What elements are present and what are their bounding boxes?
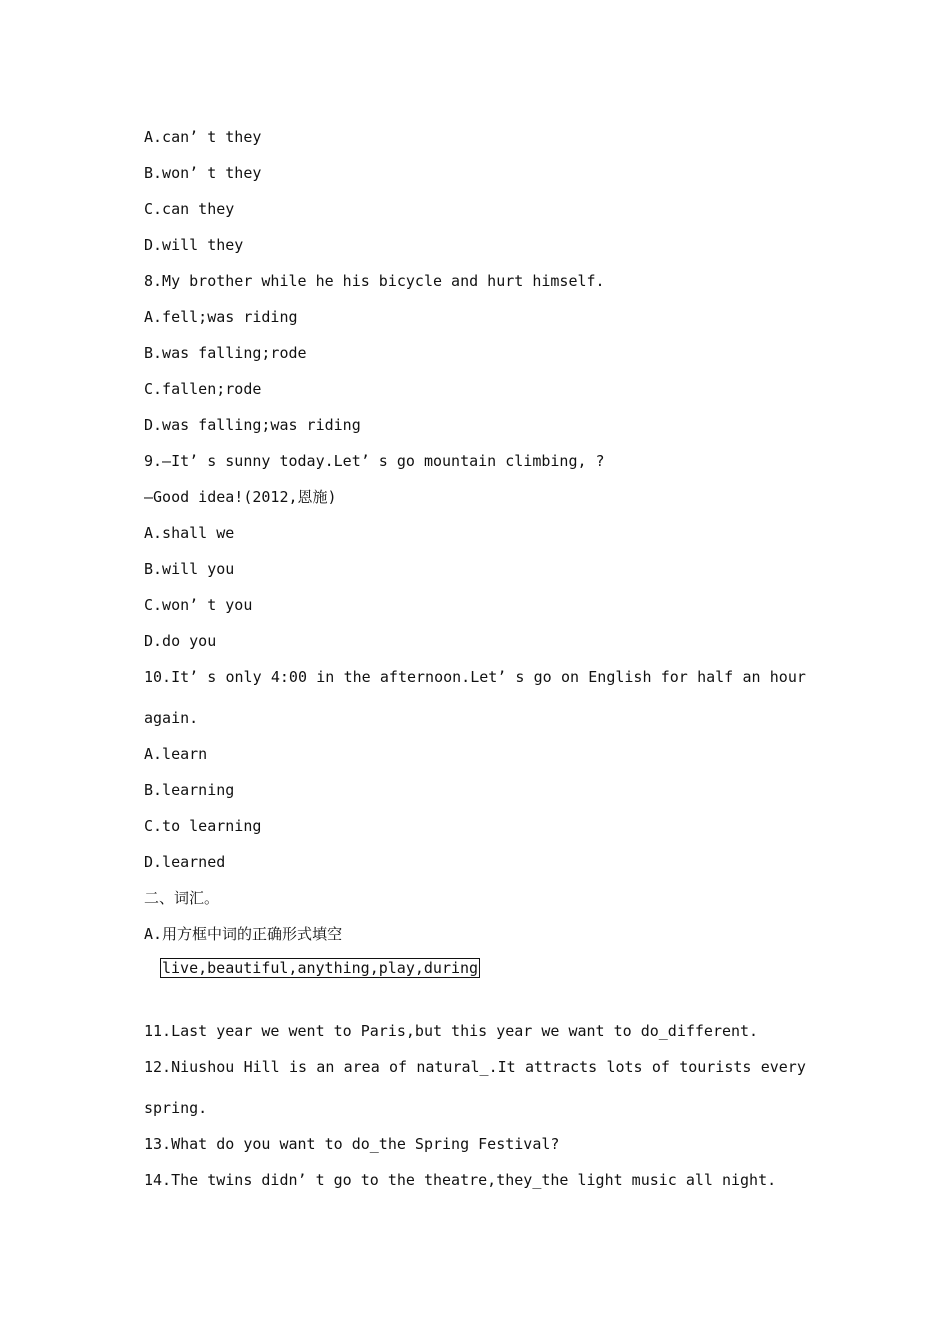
word: half <box>697 668 734 686</box>
word: an <box>316 1058 335 1076</box>
question-stem: 9.—It’ s sunny today.Let’ s go mountain climbing, ? <box>144 452 605 470</box>
option-a: A.learn <box>144 745 208 763</box>
option-a: A.shall we <box>144 524 235 542</box>
option-d: D.will they <box>144 236 244 254</box>
option-c: C.won’ t you <box>144 596 253 614</box>
word-box: live,beautiful,anything,play,during <box>162 959 479 977</box>
word: go <box>533 668 552 686</box>
word: natural_.It <box>416 1058 516 1076</box>
word: the <box>343 668 371 686</box>
question-12-continued: spring. <box>144 1099 208 1117</box>
word: only <box>225 668 262 686</box>
question-12 <box>144 1058 806 1076</box>
word: every <box>760 1058 806 1076</box>
question-stem: 8.My brother while he his bicycle and hurt himself. <box>144 272 605 290</box>
question-14: 14.The twins didn’ t go to the theatre,they_the light music all night. <box>144 1171 777 1189</box>
option-b: B.will you <box>144 560 235 578</box>
option-d: D.learned <box>144 853 226 871</box>
word: English <box>588 668 652 686</box>
option-d: D.do you <box>144 632 217 650</box>
word: is <box>288 1058 308 1076</box>
option-b: B.learning <box>144 781 235 799</box>
option-c: C.fallen;rode <box>144 380 262 398</box>
word: of <box>651 1058 670 1076</box>
option-b: B.was falling;rode <box>144 344 307 362</box>
word: for <box>660 668 688 686</box>
dialog-reply: —Good idea!(2012,恩施) <box>144 488 337 506</box>
section-heading: 二、词汇。 <box>144 889 220 907</box>
question-13: 13.What do you want to do_the Spring Festival? <box>144 1135 560 1153</box>
question-11: 11.Last year we went to Paris,but this year we want to do_different. <box>144 1022 759 1040</box>
part-a-instruction: A.用方框中词的正确形式填空 <box>144 925 343 943</box>
word: an <box>742 668 761 686</box>
word: afternoon.Let’ s <box>379 668 525 686</box>
word: tourists <box>679 1058 752 1076</box>
word: area <box>343 1058 380 1076</box>
option-a: A.can’ t they <box>144 128 262 146</box>
question-stem <box>144 668 806 686</box>
word: 4:00 <box>270 668 307 686</box>
question-stem-continued: again. <box>144 709 199 727</box>
word: 10.It’ s <box>144 668 217 686</box>
word: in <box>316 668 335 686</box>
word: lots <box>606 1058 643 1076</box>
option-b: B.won’ t they <box>144 164 262 182</box>
word: Hill <box>243 1058 280 1076</box>
option-c: C.can they <box>144 200 235 218</box>
word: 12.Niushou <box>144 1058 235 1076</box>
word: hour <box>769 668 806 686</box>
word: on <box>560 668 580 686</box>
option-c: C.to learning <box>144 817 262 835</box>
option-a: A.fell;was riding <box>144 308 298 326</box>
word: attracts <box>524 1058 598 1076</box>
word: of <box>389 1058 408 1076</box>
option-d: D.was falling;was riding <box>144 416 361 434</box>
